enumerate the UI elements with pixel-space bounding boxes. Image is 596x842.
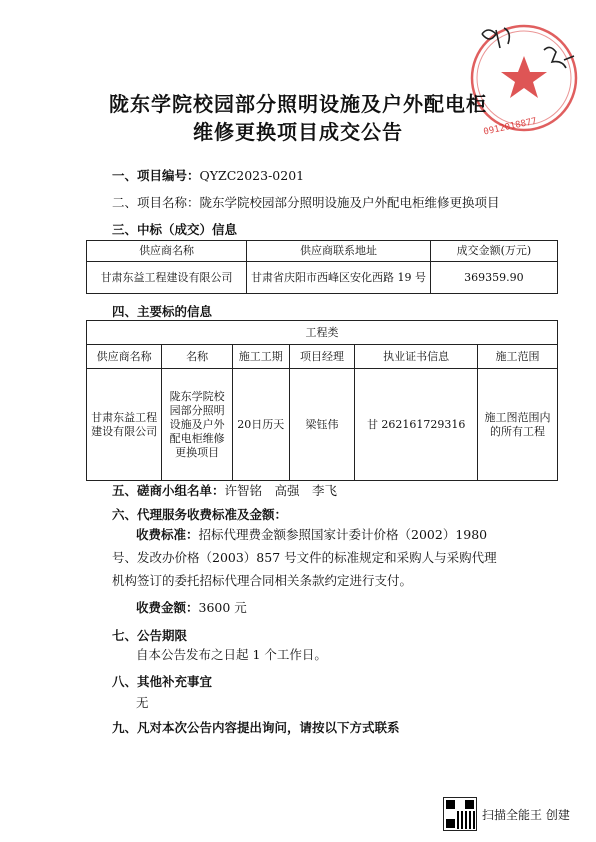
section-panel-list xyxy=(112,481,337,499)
fee-amount xyxy=(136,596,247,619)
fee-standard-line3: 机构签订的委托招标代理合同相关条款约定进行支付。 xyxy=(112,573,413,588)
section-award-info: 三、中标（成交）信息 xyxy=(112,222,238,237)
header-cell: 供应商联系地址 xyxy=(247,241,431,262)
supplier-name: 甘肃东益工程建设有限公司 xyxy=(87,369,162,481)
header-cell: 供应商名称 xyxy=(87,345,162,369)
award-amount: 369359.90 xyxy=(430,262,557,294)
header-cell: 名称 xyxy=(162,345,233,369)
supplier-name: 甘肃东益工程建设有限公司 xyxy=(87,262,247,294)
table-row xyxy=(87,369,558,481)
license-info: 甘 262161729316 xyxy=(355,369,477,481)
other-matters-text: 无 xyxy=(136,695,149,710)
fee-amount-label: 收费金额： xyxy=(136,600,199,615)
project-title: 陇东学院校园部分照明设施及户外配电柜维修更换项目 xyxy=(162,369,233,481)
fee-standard-text: 招标代理费金额参照国家计委计价格（2002）1980 xyxy=(198,527,488,542)
doc-title-line1: 陇东学院校园部分照明设施及户外配电柜 xyxy=(109,92,487,116)
project-name: 陇东学院校园部分照明设施及户外配电柜维修更换项目 xyxy=(199,195,500,210)
header-cell: 执业证书信息 xyxy=(355,345,477,369)
supplier-address: 甘肃省庆阳市西峰区安化西路 19 号 xyxy=(247,262,431,294)
section-main-subject: 四、主要标的信息 xyxy=(112,304,213,319)
doc-title-line2: 维修更换项目成交公告 xyxy=(193,120,403,144)
construction-scope: 施工图范围内的所有工程 xyxy=(477,369,557,481)
section-agency-fee: 六、代理服务收费标准及金额： xyxy=(112,507,288,522)
table-caption: 工程类 xyxy=(87,321,558,345)
header-cell: 供应商名称 xyxy=(87,241,247,262)
qr-code-icon xyxy=(443,797,477,831)
section-contact: 九、凡对本次公告内容提出询问，请按以下方式联系 xyxy=(112,720,400,735)
fee-standard-line1 xyxy=(136,523,566,546)
header-cell: 施工工期 xyxy=(233,345,290,369)
construction-period: 20日历天 xyxy=(233,369,290,481)
section-project-number xyxy=(112,166,304,184)
header-cell: 项目经理 xyxy=(289,345,355,369)
section-notice-period: 七、公告期限 xyxy=(112,628,188,643)
project-number: QYZC2023-0201 xyxy=(199,168,305,183)
section-label: 五、磋商小组名单： xyxy=(112,483,225,498)
header-cell: 施工范围 xyxy=(477,345,557,369)
table-row xyxy=(87,262,558,294)
fee-amount-value: 3600 元 xyxy=(198,600,247,615)
fee-standard-line2: 号、发改办价格（2003）857 号文件的标准规定和采购人与采购代理 xyxy=(112,550,497,565)
section-project-name xyxy=(112,193,500,211)
svg-text:0912018877: 0912018877 xyxy=(482,116,538,138)
header-cell: 成交金额(万元) xyxy=(430,241,557,262)
section-other-matters: 八、其他补充事宜 xyxy=(112,674,213,689)
section-label: 一、项目编号： xyxy=(112,168,200,183)
scanner-watermark: 扫描全能王 创建 xyxy=(482,808,570,822)
subject-table xyxy=(86,320,558,481)
panel-members: 许智铭 高强 李飞 xyxy=(224,483,338,498)
fee-standard-label: 收费标准： xyxy=(136,527,199,542)
section-label: 二、项目名称： xyxy=(112,195,200,210)
project-manager: 梁钰伟 xyxy=(289,369,355,481)
notice-period-text: 自本公告发布之日起 1 个工作日。 xyxy=(136,647,327,662)
award-table xyxy=(86,240,558,294)
